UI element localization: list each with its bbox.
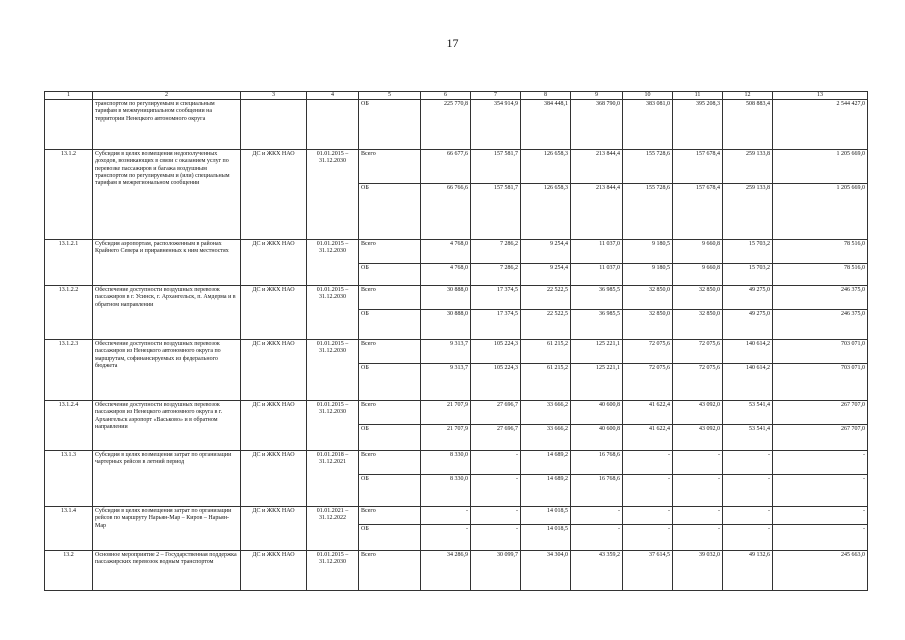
row-value: 259 133,8: [723, 150, 773, 184]
row-source: Всего: [359, 150, 421, 184]
row-value: 66 766,6: [421, 184, 471, 240]
row-period: 01.01.2021 – 31.12.2022: [307, 507, 359, 551]
column-header-12: 12: [723, 92, 773, 100]
row-value: -: [773, 525, 868, 551]
row-period: 01.01.2015 – 31.12.2030: [307, 551, 359, 591]
row-source: Всего: [359, 507, 421, 525]
row-executor: ДС и ЖКХ НАО: [241, 240, 307, 286]
row-value: 703 071,0: [773, 364, 868, 401]
row-value: 245 663,0: [773, 551, 868, 591]
row-value: 78 516,0: [773, 240, 868, 264]
table-row: [45, 401, 868, 425]
row-executor: [241, 100, 307, 150]
row-value: 14 018,5: [521, 525, 571, 551]
row-value: 16 768,6: [571, 475, 623, 507]
row-value: 72 075,6: [673, 364, 723, 401]
row-value: 61 215,2: [521, 364, 571, 401]
row-value: 27 696,7: [471, 401, 521, 425]
row-value: -: [571, 525, 623, 551]
row-value: 1 205 669,0: [773, 150, 868, 184]
column-header-2: 2: [93, 92, 241, 100]
row-code: 13.2: [45, 551, 93, 591]
row-value: 157 678,4: [673, 150, 723, 184]
table-row: [45, 340, 868, 364]
row-value: 34 286,9: [421, 551, 471, 591]
row-value: 43 092,0: [673, 425, 723, 451]
row-description: транспортом по регулируемым и специальным тарифам в межмуниципальном сообщении на территории Ненецкого автономного округа: [93, 100, 241, 150]
row-executor: ДС и ЖКХ НАО: [241, 286, 307, 340]
row-code: 13.1.2.1: [45, 240, 93, 286]
row-executor: ДС и ЖКХ НАО: [241, 150, 307, 240]
row-period: [307, 100, 359, 150]
row-value: 30 888,0: [421, 310, 471, 340]
row-value: 72 075,6: [623, 340, 673, 364]
row-value: 41 622,4: [623, 425, 673, 451]
row-value: 267 707,0: [773, 425, 868, 451]
row-description: Обеспечение доступности воздушных перевозок пассажиров в г. Усинск, г. Архангельск, п. Амдерма и в обратном направлении: [93, 286, 241, 340]
row-code: 13.1.3: [45, 451, 93, 507]
row-value: 368 790,0: [571, 100, 623, 150]
row-executor: ДС и ЖКХ НАО: [241, 451, 307, 507]
row-source: ОБ: [359, 525, 421, 551]
row-source: ОБ: [359, 310, 421, 340]
column-header-8: 8: [521, 92, 571, 100]
row-description: Субсидия в целях возмещения недополученных доходов, возникающих в связи с оказанием услуг по перевозке пассажиров и багажа воздушным транспортом по регулируемым и (или) специальным тарифам в межрегиональном сообщении: [93, 150, 241, 240]
row-value: 33 666,2: [521, 401, 571, 425]
table-row: [45, 150, 868, 184]
row-value: -: [723, 451, 773, 475]
row-value: 354 914,9: [471, 100, 521, 150]
row-value: -: [471, 451, 521, 475]
row-description: Основное мероприятие 2 – Государственная поддержка пассажирских перевозок водным транспортом: [93, 551, 241, 591]
row-value: -: [773, 507, 868, 525]
row-description: Субсидия аэропортам, расположенным в районах Крайнего Севера и приравненных к ним местностях: [93, 240, 241, 286]
row-code: 13.1.2.2: [45, 286, 93, 340]
row-value: 213 844,4: [571, 150, 623, 184]
table-row: [45, 507, 868, 525]
row-source: Всего: [359, 551, 421, 591]
row-value: 22 522,5: [521, 310, 571, 340]
row-value: -: [421, 507, 471, 525]
row-value: 72 075,6: [623, 364, 673, 401]
row-value: 32 850,0: [623, 310, 673, 340]
row-value: 155 728,6: [623, 150, 673, 184]
row-value: -: [723, 475, 773, 507]
row-source: ОБ: [359, 264, 421, 286]
row-value: 21 707,9: [421, 401, 471, 425]
row-value: 11 037,0: [571, 240, 623, 264]
row-value: -: [471, 525, 521, 551]
row-value: 7 286,2: [471, 240, 521, 264]
row-value: 4 768,0: [421, 264, 471, 286]
row-value: 9 254,4: [521, 264, 571, 286]
row-period: 01.01.2015 – 31.12.2030: [307, 286, 359, 340]
row-value: 14 689,2: [521, 451, 571, 475]
page-number: 17: [446, 36, 459, 50]
row-value: 37 614,5: [623, 551, 673, 591]
row-value: 17 374,5: [471, 310, 521, 340]
column-header-10: 10: [623, 92, 673, 100]
column-header-4: 4: [307, 92, 359, 100]
row-value: -: [623, 525, 673, 551]
table-row: [45, 451, 868, 475]
row-value: 16 768,6: [571, 451, 623, 475]
row-value: 246 375,0: [773, 310, 868, 340]
row-source: Всего: [359, 451, 421, 475]
row-description: Субсидия в целях возмещения затрат по организации чартерных рейсов в летний период: [93, 451, 241, 507]
row-value: 157 581,7: [471, 150, 521, 184]
row-value: 15 703,2: [723, 240, 773, 264]
row-source: ОБ: [359, 100, 421, 150]
row-value: 66 677,6: [421, 150, 471, 184]
row-value: 9 254,4: [521, 240, 571, 264]
row-value: 53 541,4: [723, 401, 773, 425]
row-value: 9 660,8: [673, 240, 723, 264]
row-value: 105 224,3: [471, 340, 521, 364]
row-period: 01.01.2018 – 31.12.2021: [307, 451, 359, 507]
row-value: 33 666,2: [521, 425, 571, 451]
row-value: 157 581,7: [471, 184, 521, 240]
row-value: 34 304,0: [521, 551, 571, 591]
row-value: 32 850,0: [623, 286, 673, 310]
row-value: 703 071,0: [773, 340, 868, 364]
row-source: Всего: [359, 340, 421, 364]
row-code: 13.1.4: [45, 507, 93, 551]
row-value: -: [673, 507, 723, 525]
row-value: 126 658,3: [521, 184, 571, 240]
row-value: 32 850,0: [673, 286, 723, 310]
row-code: 13.1.2.3: [45, 340, 93, 401]
row-code: [45, 100, 93, 150]
column-header-1: 1: [45, 92, 93, 100]
row-value: -: [471, 507, 521, 525]
row-value: -: [773, 451, 868, 475]
row-value: 267 707,0: [773, 401, 868, 425]
row-source: ОБ: [359, 184, 421, 240]
row-value: -: [421, 525, 471, 551]
row-value: -: [623, 507, 673, 525]
row-source: ОБ: [359, 425, 421, 451]
row-value: 259 133,8: [723, 184, 773, 240]
row-value: 140 614,2: [723, 340, 773, 364]
row-value: 384 448,1: [521, 100, 571, 150]
row-value: 2 544 427,0: [773, 100, 868, 150]
row-value: 40 600,8: [571, 425, 623, 451]
row-value: 225 770,8: [421, 100, 471, 150]
row-value: 43 092,0: [673, 401, 723, 425]
table-row: [45, 551, 868, 591]
row-value: 36 985,5: [571, 286, 623, 310]
row-period: 01.01.2015 – 31.12.2030: [307, 150, 359, 240]
row-value: 72 075,6: [673, 340, 723, 364]
column-header-5: 5: [359, 92, 421, 100]
row-source: Всего: [359, 240, 421, 264]
row-value: 49 275,0: [723, 310, 773, 340]
row-executor: ДС и ЖКХ НАО: [241, 507, 307, 551]
row-value: 508 883,4: [723, 100, 773, 150]
column-header-9: 9: [571, 92, 623, 100]
row-value: 155 728,6: [623, 184, 673, 240]
row-value: 157 678,4: [673, 184, 723, 240]
row-value: 8 330,0: [421, 451, 471, 475]
row-value: -: [623, 475, 673, 507]
row-value: 9 180,5: [623, 264, 673, 286]
column-header-13: 13: [773, 92, 868, 100]
column-header-3: 3: [241, 92, 307, 100]
row-value: 105 224,3: [471, 364, 521, 401]
row-value: 36 985,5: [571, 310, 623, 340]
row-value: 246 375,0: [773, 286, 868, 310]
row-value: 9 180,5: [623, 240, 673, 264]
row-period: 01.01.2015 – 31.12.2030: [307, 401, 359, 451]
row-value: 40 600,8: [571, 401, 623, 425]
table-row: [45, 100, 868, 150]
column-header-row: [45, 92, 868, 100]
row-source: ОБ: [359, 475, 421, 507]
row-value: 43 359,2: [571, 551, 623, 591]
row-value: -: [673, 525, 723, 551]
row-value: 78 516,0: [773, 264, 868, 286]
row-value: -: [571, 507, 623, 525]
row-code: 13.1.2: [45, 150, 93, 240]
column-header-11: 11: [673, 92, 723, 100]
row-value: -: [471, 475, 521, 507]
row-executor: ДС и ЖКХ НАО: [241, 340, 307, 401]
row-value: -: [723, 507, 773, 525]
row-value: 1 205 669,0: [773, 184, 868, 240]
row-value: 61 215,2: [521, 340, 571, 364]
row-value: 8 330,0: [421, 475, 471, 507]
row-value: -: [673, 475, 723, 507]
row-period: 01.01.2015 – 31.12.2030: [307, 340, 359, 401]
row-value: 21 707,9: [421, 425, 471, 451]
row-value: 140 614,2: [723, 364, 773, 401]
row-description: Обеспечение доступности воздушных перевозок пассажиров из Ненецкого автономного округа по маршрутам, софинансируемых из федерального бюджета: [93, 340, 241, 401]
row-value: 9 313,7: [421, 364, 471, 401]
row-value: -: [623, 451, 673, 475]
row-value: 17 374,5: [471, 286, 521, 310]
row-value: 27 696,7: [471, 425, 521, 451]
row-value: 30 888,0: [421, 286, 471, 310]
row-value: 383 081,0: [623, 100, 673, 150]
row-source: ОБ: [359, 364, 421, 401]
row-value: 32 850,0: [673, 310, 723, 340]
budget-table: [44, 91, 868, 591]
row-period: 01.01.2015 – 31.12.2030: [307, 240, 359, 286]
row-description: Обеспечение доступности воздушных перевозок пассажиров из Ненецкого автономного округа в г. Архангельск аэропорт «Васьково» и в обратном направлении: [93, 401, 241, 451]
row-executor: ДС и ЖКХ НАО: [241, 401, 307, 451]
row-value: 213 844,4: [571, 184, 623, 240]
row-value: 14 018,5: [521, 507, 571, 525]
table-row: [45, 286, 868, 310]
row-value: 11 037,0: [571, 264, 623, 286]
row-value: 125 221,1: [571, 340, 623, 364]
row-value: 49 275,0: [723, 286, 773, 310]
row-value: 41 622,4: [623, 401, 673, 425]
row-executor: ДС и ЖКХ НАО: [241, 551, 307, 591]
row-value: 125 221,1: [571, 364, 623, 401]
row-source: Всего: [359, 286, 421, 310]
row-source: Всего: [359, 401, 421, 425]
row-value: 15 703,2: [723, 264, 773, 286]
row-value: 22 522,5: [521, 286, 571, 310]
row-value: 126 658,3: [521, 150, 571, 184]
row-value: 395 208,3: [673, 100, 723, 150]
row-value: -: [773, 475, 868, 507]
row-code: 13.1.2.4: [45, 401, 93, 451]
column-header-7: 7: [471, 92, 521, 100]
row-value: 9 313,7: [421, 340, 471, 364]
column-header-6: 6: [421, 92, 471, 100]
row-value: 9 660,8: [673, 264, 723, 286]
row-value: 14 689,2: [521, 475, 571, 507]
row-value: 30 099,7: [471, 551, 521, 591]
row-value: 4 768,0: [421, 240, 471, 264]
row-value: 49 132,6: [723, 551, 773, 591]
table-row: [45, 240, 868, 264]
row-value: -: [723, 525, 773, 551]
row-description: Субсидия в целях возмещения затрат по организации рейсов по маршруту Нарьян-Мар – Киров – Нарьян-Мар: [93, 507, 241, 551]
row-value: 39 032,0: [673, 551, 723, 591]
row-value: 53 541,4: [723, 425, 773, 451]
row-value: 7 286,2: [471, 264, 521, 286]
row-value: -: [673, 451, 723, 475]
